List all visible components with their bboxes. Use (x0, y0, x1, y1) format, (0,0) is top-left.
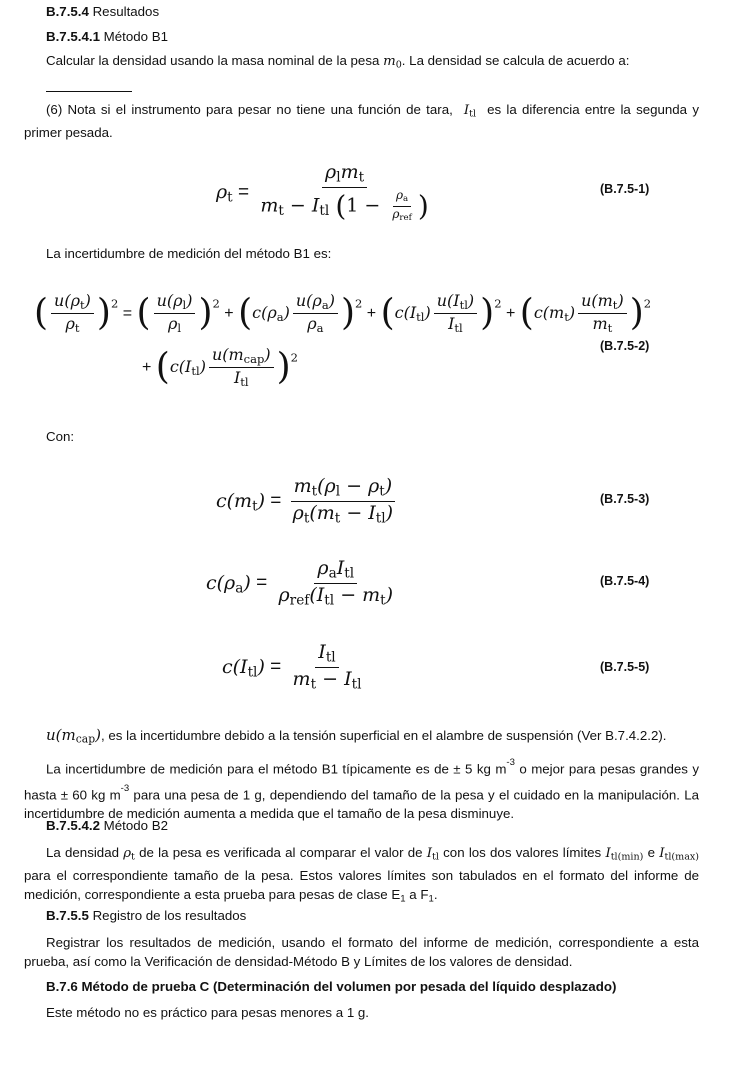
eq-number-1: (B.7.5-1) (600, 182, 650, 196)
eq-number-2: (B.7.5-2) (600, 339, 650, 353)
paragraph-ucap: $u(m_{cap})$, es la incertidumbre debido a la tensión superficial en el alambre de suspensión (Ver B.7.4.2.2). (46, 726, 667, 746)
equation-3: $c(m_t)$ = $\frac{m_t(\rho_l - \rho_t)}{\rho_t(m_t - I_{tl})}$ (216, 476, 399, 527)
equation-1: $\rho_t$ = $\rho_lm_t$ $m_t - I_{tl}$ (1 − $\frac{\rho_a}{\rho_{ref}}$ ) (216, 161, 429, 224)
paragraph-b2: La densidad $\rho_t$ de la pesa es verificada al comparar el valor de $I_{tl}$ con los dos valores límites $I_{tl(min)}$ e $I_{tl(max)}$ para el correspondiente tamaño de la pesa. Estos valores límites son tabulados en el formato del informe de medición, correspondiente a esta prueba para pesas de clase $E_1$ a $F_1$. (24, 845, 700, 905)
equation-5: $c(I_{tl})$ = $\frac{I_{tl}}{m_t - I_{tl}}$ (222, 641, 362, 693)
paragraph-calc: Calcular la densidad usando la masa nominal de la pesa $m_0$. La densidad se calcula de acuerdo a: (46, 53, 630, 71)
heading-b754: B.7.5.4 Resultados (46, 4, 160, 19)
paragraph-method-c: Este método no es práctico para pesas menores a 1 g. (46, 1005, 370, 1020)
heading-b7541: B.7.5.4.1 Método B1 (46, 29, 168, 44)
eq-number-4: (B.7.5-4) (600, 574, 650, 588)
paragraph-uncert-b1: La incertidumbre de medición del método B1 es: (46, 246, 332, 261)
paragraph-typical: La incertidumbre de medición para el método B1 típicamente es de ± 5 kg $m^{-3}$ o mejor para pesas grandes y hasta ± 60 kg $m^{-3}$ para una pesa de 1 g, dependiendo del tamaño de la pesa y el cuidado en la manipulación. La incertidumbre de medición aumenta a medida que el tamaño de la pesa disminuye. (24, 757, 699, 822)
equation-2: ( $\frac{u(\rho_t)}{\rho_t}$ )$^2$ = ( $\frac{u(\rho_l)}{\rho_l}$ )$^2 + (c(\rho_a)$ $\frac{u(\rho_a)}{\rho_a}$ )$^2 + (c(I_{tl})$ $\frac{u(I_{tl})}{I_{tl}}$ )$^2 + (c(m_t)$ $\frac{u(m_t)}{m_t}$ )$^2$ (34, 291, 652, 335)
equation-4: $c(\rho_a)$ = $\frac{\rho_aI_{tl}}{\rho_{ref}(I_{tl} - m_t)}$ (206, 557, 394, 609)
paragraph-registro: Registrar los resultados de medición, usando el formato del informe de medición, correspondiente a esta prueba, así como la Verificación de densidad-Método B y Límites de los valores de densidad. (24, 935, 699, 969)
eq-number-3: (B.7.5-3) (600, 492, 650, 506)
heading-b755: B.7.5.5 Registro de los resultados (46, 908, 247, 923)
equation-2-line-2: + ($c(I_{tl})$ $\frac{u(m_{cap})}{I_{tl}}$ )$^2$ (142, 345, 298, 389)
paragraph-con: Con: (46, 429, 75, 444)
eq-number-5: (B.7.5-5) (600, 660, 650, 674)
footnote: (6) Nota si el instrumento para pesar no tiene una función de tara, $I_{tl}$ es la diferencia entre la segunda y primer pesada. (24, 102, 699, 141)
footnote-rule (46, 91, 132, 92)
heading-b7542: B.7.5.4.2 Método B2 (46, 818, 168, 833)
heading-b76: B.7.6 Método de prueba C (Determinación del volumen por pesada del líquido desplazado) (46, 979, 617, 994)
